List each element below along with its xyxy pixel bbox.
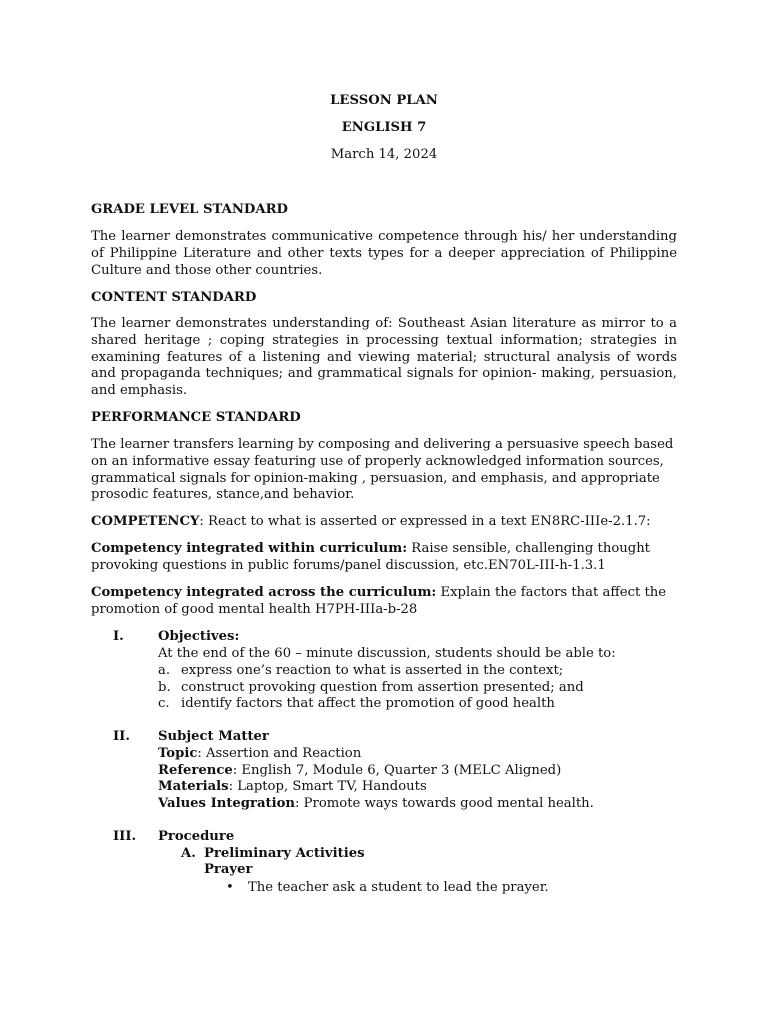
section-number-subject-matter: II. <box>113 729 130 744</box>
section-number-procedure: III. <box>113 829 137 844</box>
materials-value: : Laptop, Smart TV, Handouts <box>228 779 427 794</box>
bullet-text: The teacher ask a student to lead the prayer. <box>248 880 549 895</box>
competency-within <box>91 541 677 575</box>
subject-title: ENGLISH 7 <box>341 120 427 135</box>
objectives-intro: At the end of the 60 – minute discussion, students should be able to: <box>158 646 616 661</box>
reference-value: : English 7, Module 6, Quarter 3 (MELC Aligned) <box>232 763 562 778</box>
bullet-icon: • <box>226 880 234 895</box>
content-standard-heading: CONTENT STANDARD <box>91 290 257 305</box>
grade-level-heading: GRADE LEVEL STANDARD <box>91 202 288 217</box>
competency-within-text: Raise sensible, challenging thought provoking questions in public forums/panel discussion, etc.EN70L-III-h-1.3.1 <box>91 541 650 573</box>
objective-text: construct provoking question from assertion presented; and <box>181 680 584 695</box>
subject-matter-heading: Subject Matter <box>158 729 269 744</box>
performance-standard-text: The learner transfers learning by composing and delivering a persuasive speech based on an informative essay featuring use of properly acknowledged information sources, grammatical signals for opinion-making , persuasion, and emphasis, and appropriate prosodic features, stance,and behavior. <box>91 437 674 503</box>
objective-letter: a. <box>158 663 171 678</box>
reference-line <box>158 763 561 780</box>
objective-letter: b. <box>158 680 171 695</box>
competency-within-label: Competency integrated within curriculum: <box>91 541 408 556</box>
objectives-heading: Objectives: <box>158 629 240 644</box>
preliminary-activities-heading: Preliminary Activities <box>204 846 365 861</box>
materials-line <box>158 779 427 796</box>
objective-item <box>158 680 584 697</box>
grade-level-text: The learner demonstrates communicative competence through his/ her understanding of Philippine Literature and other texts types for a deeper appreciation of Philippine Culture and those other countries. <box>91 229 677 278</box>
topic-value: : Assertion and Reaction <box>197 746 362 761</box>
objective-text: identify factors that affect the promotion of good health <box>181 696 555 711</box>
section-number-objectives: I. <box>113 629 124 644</box>
competency-text: : React to what is asserted or expressed in a text EN8RC-IIIe-2.1.7: <box>199 514 651 529</box>
objective-text: express one’s reaction to what is asserted in the context; <box>181 663 564 678</box>
objective-item <box>158 663 563 680</box>
topic-line <box>158 746 361 763</box>
values-label: Values Integration <box>158 796 296 811</box>
competency-across <box>91 585 677 619</box>
lesson-date: March 14, 2024 <box>330 147 438 162</box>
competency-across-label: Competency integrated across the curriculum: <box>91 585 437 600</box>
preliminary-activities <box>181 846 365 863</box>
procedure-heading: Procedure <box>158 829 235 844</box>
competency-across-text: Explain the factors that affect the promotion of good mental health H7PH-IIIa-b-28 <box>91 585 667 617</box>
bullet-item <box>226 880 549 897</box>
sub-letter: A. <box>181 846 196 861</box>
competency <box>91 514 677 531</box>
topic-label: Topic <box>158 746 198 761</box>
document-title: LESSON PLAN <box>330 93 438 108</box>
objective-letter: c. <box>158 696 170 711</box>
reference-label: Reference <box>158 763 233 778</box>
objective-item <box>158 696 555 713</box>
materials-label: Materials <box>158 779 229 794</box>
competency-label: COMPETENCY <box>91 514 200 529</box>
values-value: : Promote ways towards good mental health. <box>295 796 594 811</box>
values-line <box>158 796 594 813</box>
performance-standard-heading: PERFORMANCE STANDARD <box>91 410 301 425</box>
prayer-heading: Prayer <box>204 862 253 877</box>
content-standard-text: The learner demonstrates understanding of: Southeast Asian literature as mirror to a shared heritage ; coping strategies in processing textual information; strategies in examining features of a listening and viewing material; structural analysis of words and propaganda techniques; and grammatical signals for opinion- making, persuasion, and emphasis. <box>91 316 677 399</box>
